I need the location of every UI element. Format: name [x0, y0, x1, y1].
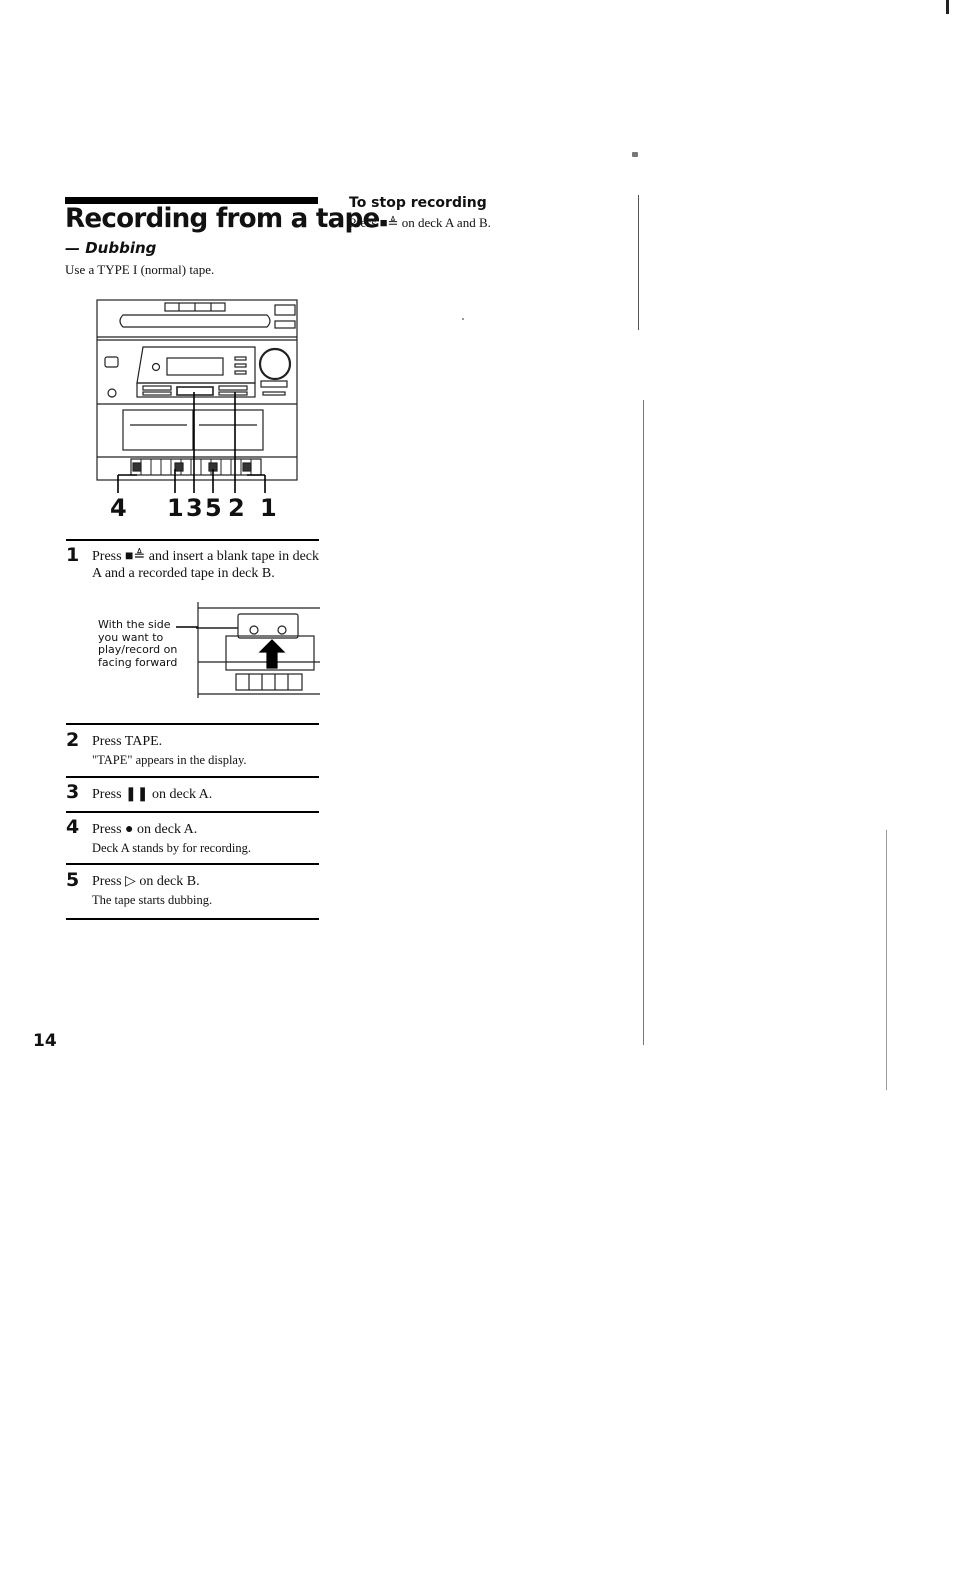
- callout-4: 4: [110, 494, 127, 522]
- scan-speck: [632, 152, 638, 157]
- display-window: [167, 358, 223, 375]
- deck-buttons: [236, 674, 302, 690]
- step-rule: [66, 776, 319, 778]
- step-rule: [66, 723, 319, 725]
- step-number: 2: [66, 729, 80, 751]
- callout-5: 5: [205, 494, 222, 522]
- insert-caption: With the side you want to play/record on facing forward: [98, 618, 178, 669]
- step-rule: [66, 539, 319, 541]
- cd-tray: [120, 315, 270, 327]
- step-number: 1: [66, 544, 80, 566]
- caption-leader: [176, 624, 198, 630]
- scan-edge-mark: [946, 0, 949, 14]
- step-number: 3: [66, 781, 80, 803]
- callout-3: 3: [186, 494, 203, 522]
- step-rule: [66, 918, 319, 920]
- step-text: Press ▷ on deck B.: [92, 874, 200, 889]
- step-note: The tape starts dubbing.: [92, 893, 213, 907]
- step-number: 4: [66, 816, 80, 838]
- step-text: Press TAPE.: [92, 734, 163, 749]
- step-text: Press ● on deck A.: [92, 822, 198, 837]
- step-text: Press ❚❚ on deck A.: [92, 787, 213, 802]
- callout-1: 1: [167, 494, 184, 522]
- volume-knob: [260, 349, 290, 379]
- step-note: Deck A stands by for recording.: [92, 841, 251, 855]
- scan-edge-line: [638, 195, 639, 330]
- stereo-front-panel-illustration: [95, 297, 305, 527]
- cassette: [238, 614, 298, 638]
- scan-edge-line: [886, 830, 887, 1090]
- step-rule: [66, 863, 319, 865]
- page-title: Recording from a tape: [65, 203, 380, 234]
- intro-text: Use a TYPE I (normal) tape.: [65, 262, 215, 277]
- step-number: 5: [66, 869, 80, 891]
- step-note: "TAPE" appears in the display.: [92, 753, 247, 767]
- page-subtitle: — Dubbing: [65, 239, 157, 257]
- cassette-insert-illustration: [196, 602, 320, 698]
- scan-edge-line: [643, 400, 644, 1045]
- scan-speck: [462, 318, 464, 320]
- display-panel: [137, 347, 255, 383]
- stop-recording-heading: To stop recording: [349, 195, 487, 211]
- insert-arrow-icon: [260, 640, 284, 668]
- stop-recording-text: Press ■≜ on deck A and B.: [349, 215, 491, 230]
- step-rule: [66, 811, 319, 813]
- callout-2: 2: [228, 494, 245, 522]
- page-number: 14: [33, 1031, 57, 1051]
- callout-1b: 1: [260, 494, 277, 522]
- step-text: Press ■≜ and insert a blank tape in deck A and a recorded tape in deck B.: [92, 549, 320, 581]
